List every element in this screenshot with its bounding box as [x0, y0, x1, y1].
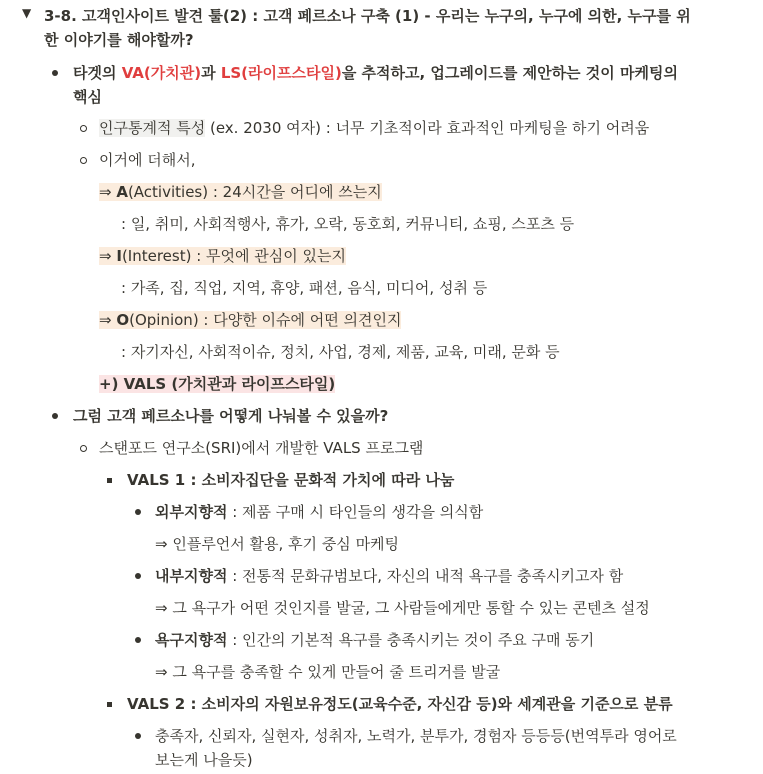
vals-highlight: +) VALS (가치관과 라이프스타일)	[99, 375, 336, 393]
vals2-list-line1: 충족자, 신뢰자, 실현자, 성취자, 노력가, 분투가, 경험자 등등등(번역투라 영어로	[155, 727, 677, 745]
bullet-square-icon	[107, 478, 112, 483]
a-letter: A	[116, 183, 128, 201]
demographic-item	[99, 116, 649, 140]
inner-arrow: ⇒ 그 욕구가 어떤 것인지를 발굴, 그 사람들에게만 통할 수 있는 콘텐츠 설정	[155, 599, 650, 617]
inner-label: 내부지향적	[155, 567, 228, 585]
b1-pre: 타겟의	[73, 64, 122, 82]
bullet-disc-icon	[52, 413, 58, 419]
vals-note	[99, 372, 335, 396]
bullet-circle-icon	[80, 157, 87, 164]
outer-label: 외부지향적	[155, 503, 228, 521]
ls-highlight: LS(라이프스타일)	[220, 64, 342, 82]
opinion-list: : 자기자신, 사회적이슈, 정치, 사업, 경제, 제품, 교육, 미래, 문화 등	[121, 343, 560, 361]
demographic-highlight: 인구통계적 특성	[99, 119, 206, 137]
toggle-title-line1: 3-8. 고객인사이트 발견 툴(2) : 고객 페르소나 구축 (1) - 우리는 누구의, 누구에 의한, 누구를 위	[44, 7, 691, 25]
sri-item: 스탠포드 연구소(SRI)에서 개발한 VALS 프로그램	[99, 439, 424, 457]
activities-list: : 일, 취미, 사회적행사, 휴가, 오락, 동호회, 커뮤니티, 쇼핑, 스포츠 등	[121, 215, 575, 233]
need-label: 욕구지향적	[155, 631, 228, 649]
in-addition-item: 이거에 더해서,	[99, 151, 196, 169]
outer-arrow: ⇒ 인플루언서 활용, 후기 중심 마케팅	[155, 535, 400, 553]
b1-line2: 핵심	[73, 88, 102, 106]
va-highlight: VA(가치관)	[121, 64, 202, 82]
activities-line	[99, 180, 382, 204]
opinion-desc: (Opinion) : 다양한 이슈에 어떤 의견인지	[129, 311, 402, 329]
b2-title: 그럼 고객 페르소나를 어떻게 나눠볼 수 있을까?	[73, 407, 389, 425]
demographic-rest: (ex. 2030 여자) : 너무 기초적이라 효과적인 마케팅을 하기 어려움	[205, 119, 650, 137]
toggle-triangle-icon[interactable]: ▼	[22, 6, 32, 20]
need-desc: : 인간의 기본적 욕구를 충족시키는 것이 주요 구매 동기	[227, 631, 595, 649]
b1-text	[73, 61, 678, 85]
opinion-line	[99, 308, 401, 332]
arrow-icon: ⇒	[99, 311, 117, 329]
interest-line	[99, 244, 346, 268]
vals1-item: VALS 1 : 소비자집단을 문화적 가치에 따라 나눔	[127, 471, 455, 489]
o-letter: O	[116, 311, 130, 329]
inner-desc: : 전통적 문화규범보다, 자신의 내적 욕구를 충족시키고자 함	[227, 567, 624, 585]
bullet-disc-icon	[135, 637, 141, 643]
interest-desc: (Interest) : 무엇에 관심이 있는지	[121, 247, 346, 265]
activities-desc: (Activities) : 24시간을 어디에 쓰는지	[127, 183, 382, 201]
need-item	[155, 628, 594, 652]
need-arrow: ⇒ 그 욕구를 충족할 수 있게 만들어 줄 트리거를 발굴	[155, 663, 501, 681]
bullet-disc-icon	[52, 70, 58, 76]
vals2-item: VALS 2 : 소비자의 자원보유정도(교육수준, 자신감 등)와 세계관을 기준으로 분류	[127, 695, 673, 713]
bullet-circle-icon	[80, 125, 87, 132]
interest-list: : 가족, 집, 직업, 지역, 휴양, 패션, 음식, 미디어, 성취 등	[121, 279, 488, 297]
outer-item	[155, 500, 483, 524]
bullet-disc-icon	[135, 573, 141, 579]
toggle-title-line2: 한 이야기를 해야할까?	[44, 31, 194, 49]
inner-item	[155, 564, 623, 588]
arrow-icon: ⇒	[99, 247, 117, 265]
arrow-icon: ⇒	[99, 183, 117, 201]
b1-post: 을 추적하고, 업그레이드를 제안하는 것이 마케팅의	[341, 64, 678, 82]
bullet-circle-icon	[80, 445, 87, 452]
vals2-list-line2: 보는게 나을듯)	[155, 751, 253, 769]
bullet-disc-icon	[135, 733, 141, 739]
b1-mid: 과	[201, 64, 221, 82]
bullet-disc-icon	[135, 509, 141, 515]
bullet-square-icon	[107, 702, 112, 707]
i-letter: I	[116, 247, 122, 265]
outer-desc: : 제품 구매 시 타인들의 생각을 의식함	[227, 503, 484, 521]
